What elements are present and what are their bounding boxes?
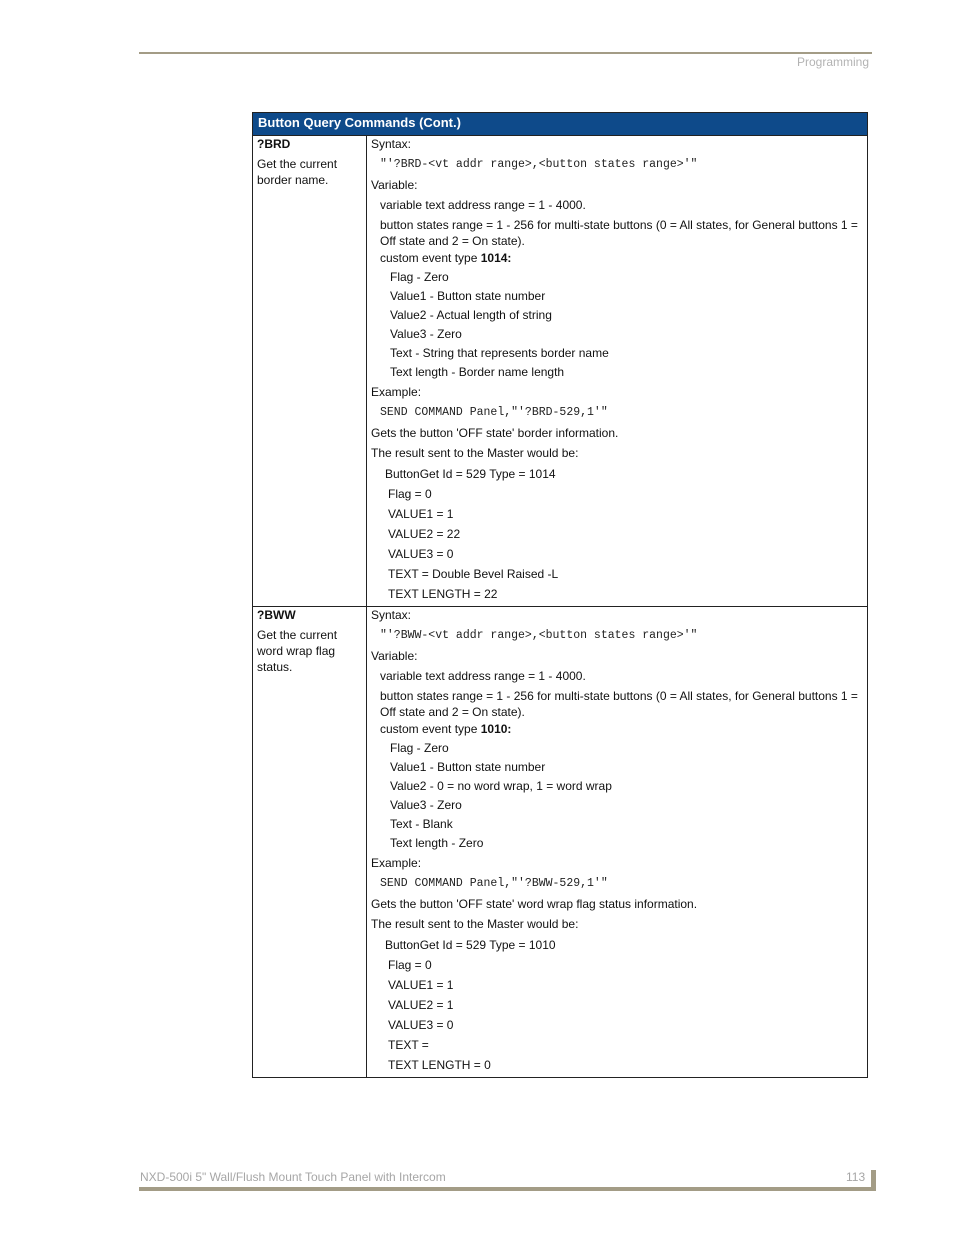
syntax-code: "'?BRD-<vt addr range>,<button states range>'" xyxy=(380,158,698,171)
custom-event-label: custom event type xyxy=(380,722,481,736)
event-field: Flag - Zero xyxy=(390,270,449,284)
command-name: ?BWW xyxy=(257,608,296,622)
event-field: Value1 - Button state number xyxy=(390,760,546,774)
result-label: The result sent to the Master would be: xyxy=(371,446,579,460)
result-line: Flag = 0 xyxy=(388,958,432,972)
syntax-label: Syntax: xyxy=(371,137,412,151)
command-cell xyxy=(253,607,367,1077)
result-line: Flag = 0 xyxy=(388,487,432,501)
variable-states-range: button states range = 1 - 256 for multi-state buttons (0 = All states, for General buttons 1 = Off state and 2 = On state). xyxy=(380,689,858,719)
event-field: Value3 - Zero xyxy=(390,327,462,341)
custom-event-label: custom event type xyxy=(380,251,481,265)
custom-event-type xyxy=(371,722,862,737)
section-label: Programming xyxy=(796,55,869,69)
table-row xyxy=(253,607,867,1077)
example-description: Gets the button 'OFF state' border information. xyxy=(371,426,619,440)
result-line: VALUE1 = 1 xyxy=(388,978,454,992)
command-description: Get the current word wrap flag status. xyxy=(257,628,338,674)
custom-event-type xyxy=(371,251,862,266)
syntax-label: Syntax: xyxy=(371,608,412,622)
result-line: TEXT LENGTH = 22 xyxy=(388,587,498,601)
event-field: Value3 - Zero xyxy=(390,798,462,812)
table-title: Button Query Commands (Cont.) xyxy=(253,113,867,136)
result-line: TEXT LENGTH = 0 xyxy=(388,1058,491,1072)
footer-document-title: NXD-500i 5" Wall/Flush Mount Touch Panel with Intercom xyxy=(140,1170,446,1184)
variable-label: Variable: xyxy=(371,649,418,663)
event-field: Text length - Border name length xyxy=(390,365,565,379)
event-field: Value2 - Actual length of string xyxy=(390,308,552,322)
event-field: Value2 - 0 = no word wrap, 1 = word wrap xyxy=(390,779,612,793)
result-label: The result sent to the Master would be: xyxy=(371,917,579,931)
result-line: VALUE2 = 1 xyxy=(388,998,454,1012)
example-label: Example: xyxy=(371,385,422,399)
custom-event-code: 1014: xyxy=(480,251,512,265)
button-query-commands-table xyxy=(252,112,868,1078)
command-details-cell xyxy=(367,136,867,606)
result-line: TEXT = xyxy=(388,1038,429,1052)
result-line: VALUE3 = 0 xyxy=(388,547,454,561)
variable-states-range: button states range = 1 - 256 for multi-state buttons (0 = All states, for General buttons 1 = Off state and 2 = On state). xyxy=(380,218,858,248)
result-header: ButtonGet Id = 529 Type = 1010 xyxy=(385,938,556,952)
command-cell xyxy=(253,136,367,606)
table-row xyxy=(253,136,867,607)
variable-address-range: variable text address range = 1 - 4000. xyxy=(380,669,586,683)
command-description: Get the current border name. xyxy=(257,157,338,187)
event-field: Flag - Zero xyxy=(390,741,449,755)
result-line: VALUE3 = 0 xyxy=(388,1018,454,1032)
footer-rule xyxy=(139,1187,876,1191)
event-field: Text length - Zero xyxy=(390,836,484,850)
result-header: ButtonGet Id = 529 Type = 1014 xyxy=(385,467,556,481)
custom-event-code: 1010: xyxy=(480,722,512,736)
command-details-cell xyxy=(367,607,867,1077)
result-line: VALUE2 = 22 xyxy=(388,527,461,541)
result-line: TEXT = Double Bevel Raised -L xyxy=(388,567,559,581)
event-field: Text - Blank xyxy=(390,817,453,831)
variable-label: Variable: xyxy=(371,178,418,192)
syntax-code: "'?BWW-<vt addr range>,<button states range>'" xyxy=(380,629,698,642)
example-label: Example: xyxy=(371,856,422,870)
variable-address-range: variable text address range = 1 - 4000. xyxy=(380,198,586,212)
event-field: Value1 - Button state number xyxy=(390,289,546,303)
example-description: Gets the button 'OFF state' word wrap flag status information. xyxy=(371,897,698,911)
result-line: VALUE1 = 1 xyxy=(388,507,454,521)
example-code: SEND COMMAND Panel,"'?BWW-529,1'" xyxy=(380,877,608,890)
command-name: ?BRD xyxy=(257,137,291,151)
event-field: Text - String that represents border name xyxy=(390,346,609,360)
page-number: 113 xyxy=(846,1170,866,1184)
header-rule xyxy=(139,52,872,54)
example-code: SEND COMMAND Panel,"'?BRD-529,1'" xyxy=(380,406,608,419)
